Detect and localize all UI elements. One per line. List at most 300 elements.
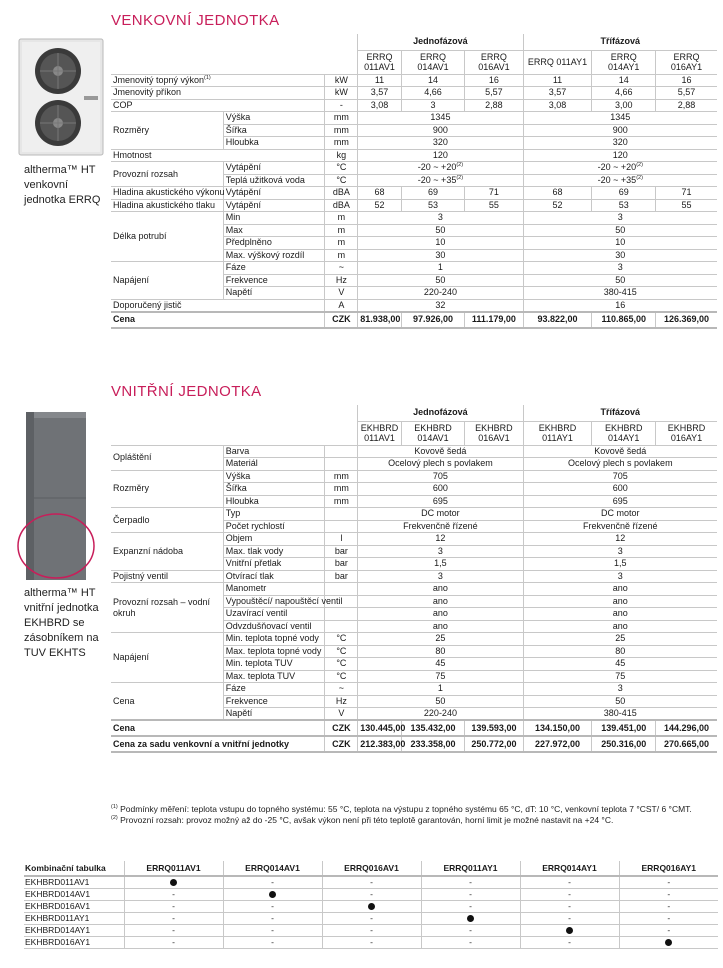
value-text: 25: [615, 633, 626, 644]
value-three-phase: [523, 262, 717, 275]
combo-cell: -: [124, 937, 223, 949]
value-text: ano: [612, 595, 628, 606]
row-unit: V: [325, 708, 358, 721]
value-text: 75: [435, 670, 446, 681]
spec-row: [111, 187, 717, 200]
combo-cell: -: [322, 913, 421, 925]
value-text: ano: [432, 608, 448, 619]
value-text: ano: [612, 608, 628, 619]
value-text: 600: [432, 483, 448, 494]
value-single-phase: [358, 495, 523, 508]
value-text: 3: [437, 570, 443, 581]
value-text: DC motor: [601, 508, 640, 519]
value-three-phase: [523, 708, 717, 721]
row-sublabel: Napětí: [223, 287, 325, 300]
combo-cell: -: [322, 889, 421, 901]
value-text: 80: [615, 645, 626, 656]
value-text: Ocelový plech s povlakem: [568, 458, 673, 469]
spec-row: [111, 99, 717, 112]
value-text: 50: [615, 224, 626, 235]
value-cell: 53: [592, 199, 656, 212]
value-text: 16: [615, 299, 626, 310]
row-sublabel: Šířka: [223, 483, 325, 496]
value-text: 705: [612, 470, 628, 481]
spec-row: [111, 212, 717, 225]
value-cell: 55: [656, 199, 718, 212]
combo-cell: -: [619, 913, 718, 925]
value-three-phase: [523, 695, 717, 708]
value-text: 900: [432, 124, 448, 135]
price-value: 139.451,00: [592, 720, 656, 736]
combo-cell: -: [322, 925, 421, 937]
value-text: Frekvenčně řízené: [583, 520, 658, 531]
value-text: 50: [435, 695, 446, 706]
row-unit: kW: [325, 74, 358, 87]
combo-row-label: EKHBRD014AY1: [24, 925, 124, 937]
value-text: 3: [617, 683, 623, 694]
value-single-phase: [358, 137, 523, 150]
spec-row: [111, 112, 717, 125]
value-cell: 11: [358, 74, 401, 87]
value-cell: 11: [523, 74, 592, 87]
row-unit: dBA: [325, 199, 358, 212]
row-group-label: Expanzní nádoba: [111, 533, 223, 571]
combo-cell: [223, 889, 322, 901]
value-text: 3: [617, 262, 623, 273]
row-unit: bar: [325, 558, 358, 571]
combo-cell: -: [619, 901, 718, 913]
spec-row: [111, 533, 717, 546]
value-three-phase: [523, 162, 717, 175]
row-group-label: Provozní rozsah: [111, 162, 223, 187]
row-unit: A: [325, 299, 358, 312]
model-header: EKHBRD 011AV1: [358, 421, 401, 445]
value-single-phase: [358, 287, 523, 300]
combo-cell: -: [619, 876, 718, 889]
value-three-phase: [523, 633, 717, 646]
value-text: 30: [615, 249, 626, 260]
value-single-phase: [358, 695, 523, 708]
value-text: 380-415: [603, 708, 637, 718]
outdoor-section-title: VENKOVNÍ JEDNOTKA: [111, 12, 280, 29]
value-single-phase: [358, 620, 523, 633]
row-sublabel: Max. teplota topné vody: [223, 645, 325, 658]
row-sublabel: Vypouštěcí/ napouštěcí ventil: [223, 595, 325, 608]
row-label: Hladina akustického tlaku: [111, 199, 223, 212]
footnote-1: $^{(1)}$ Podmínky měření: teplota vstupu do topného systému: 55 °C, teplota na výstupu z topného systému 65 °C, dT: 10 °C, venkovní teplota 7 °CST/ 6 °CMT.: [111, 804, 692, 814]
value-cell: 2,88: [465, 99, 523, 112]
value-cell: 69: [592, 187, 656, 200]
price-set-row: [111, 736, 717, 752]
value-text: 3: [437, 212, 443, 223]
row-label-text: COP: [113, 99, 133, 110]
price-label: Cena: [111, 720, 325, 736]
value-text: 10: [435, 237, 446, 248]
row-group-label: Napájení: [111, 262, 223, 300]
price-value: 250.316,00: [592, 736, 656, 752]
row-sublabel: Hloubka: [223, 137, 325, 150]
price-value: 110.865,00: [592, 312, 656, 328]
row-group-label: Délka potrubí: [111, 212, 223, 262]
row-label-text: Hmotnost: [113, 149, 152, 160]
value-three-phase: [523, 670, 717, 683]
value-single-phase: [358, 470, 523, 483]
value-single-phase: [358, 458, 523, 471]
combination-table: [24, 861, 718, 949]
row-group-label: Opláštění: [111, 445, 223, 470]
value-three-phase: [523, 495, 717, 508]
row-sublabel: Výška: [223, 470, 325, 483]
value-cell: 68: [358, 187, 401, 200]
row-unit: ~: [325, 262, 358, 275]
row-sublabel: Max. výškový rozdíl: [223, 249, 325, 262]
value-text: 380-415: [603, 287, 637, 298]
row-sublabel: Vytápění: [223, 187, 325, 200]
value-three-phase: [523, 124, 717, 137]
footnote-ref: (1): [204, 74, 211, 81]
value-three-phase: [523, 508, 717, 521]
combo-cell: [520, 925, 619, 937]
spec-row: [111, 570, 717, 583]
value-single-phase: [358, 274, 523, 287]
value-single-phase: [358, 558, 523, 571]
value-cell: 71: [656, 187, 718, 200]
value-three-phase: [523, 149, 717, 162]
combo-cell: -: [421, 925, 520, 937]
value-single-phase: [358, 708, 523, 721]
spec-row: [111, 583, 717, 596]
combo-row-label: EKHBRD011AY1: [24, 913, 124, 925]
row-unit: m: [325, 249, 358, 262]
value-three-phase: [523, 645, 717, 658]
row-unit: Hz: [325, 695, 358, 708]
combo-header-row: [24, 861, 718, 876]
row-sublabel: Max: [223, 224, 325, 237]
value-text: ano: [432, 583, 448, 594]
combo-cell: -: [124, 901, 223, 913]
value-single-phase: [358, 633, 523, 646]
value-single-phase: [358, 483, 523, 496]
row-sublabel: Fáze: [223, 683, 325, 696]
value-three-phase: [523, 458, 717, 471]
model-header: ERRQ 011AV1: [358, 50, 401, 74]
model-header: ERRQ 014AY1: [592, 50, 656, 74]
value-text: 695: [432, 495, 448, 506]
model-header: ERRQ 016AV1: [465, 50, 523, 74]
row-unit: dBA: [325, 187, 358, 200]
combo-col-header: ERRQ011AV1: [124, 861, 223, 876]
row-unit: kg: [325, 149, 358, 162]
row-label: [111, 99, 325, 112]
value-single-phase: [358, 645, 523, 658]
combo-cell: -: [520, 937, 619, 949]
value-text: 120: [612, 149, 628, 160]
value-single-phase: [358, 583, 523, 596]
combo-row: [24, 913, 718, 925]
row-unit: m: [325, 237, 358, 250]
value-text: 12: [615, 533, 626, 544]
value-cell: 5,57: [465, 87, 523, 100]
value-three-phase: [523, 445, 717, 458]
value-three-phase: [523, 212, 717, 225]
value-single-phase: [358, 237, 523, 250]
value-text: 30: [435, 249, 446, 260]
value-three-phase: [523, 683, 717, 696]
value-text: 50: [435, 274, 446, 285]
value-text: 705: [432, 470, 448, 481]
row-unit: bar: [325, 570, 358, 583]
price-value: 135.432,00: [401, 720, 465, 736]
value-text: 1: [437, 683, 443, 694]
combo-cell: [124, 876, 223, 889]
row-sublabel: Výška: [223, 112, 325, 125]
row-sublabel: Odvzdušňovací ventil: [223, 620, 325, 633]
combo-cell: -: [223, 925, 322, 937]
row-sublabel: Hloubka: [223, 495, 325, 508]
indoor-caption: altherma™ HT vnitřní jednotka EKHBRD se zásobníkem na TUV EKHTS: [24, 587, 99, 659]
blank-cell: [111, 421, 358, 445]
value-text: 25: [435, 633, 446, 644]
value-single-phase: [358, 508, 523, 521]
row-unit: l: [325, 533, 358, 546]
value-single-phase: [358, 533, 523, 546]
price-value: 270.665,00: [656, 736, 718, 752]
spec-row: [111, 149, 717, 162]
footnote-ref: (2): [456, 162, 464, 169]
combo-cell: -: [520, 889, 619, 901]
row-sublabel: Uzavírací ventil: [223, 608, 325, 621]
combo-cell: [322, 901, 421, 913]
value-three-phase: [523, 658, 717, 671]
value-three-phase: [523, 583, 717, 596]
spec-row: [111, 508, 717, 521]
value-three-phase: [523, 620, 717, 633]
value-three-phase: [523, 237, 717, 250]
value-cell: 69: [401, 187, 465, 200]
value-text: 320: [612, 137, 628, 148]
value-text: 1: [437, 262, 443, 273]
combo-row: [24, 901, 718, 913]
blank-cell: [111, 34, 358, 50]
combo-row: [24, 876, 718, 889]
model-header: ERRQ 011AY1: [523, 50, 592, 74]
price-value: 139.593,00: [465, 720, 523, 736]
value-single-phase: [358, 570, 523, 583]
value-three-phase: [523, 137, 717, 150]
footnotes: [111, 804, 721, 826]
value-single-phase: [358, 162, 523, 175]
value-text: 12: [435, 533, 446, 544]
group-three-header: Třífázová: [523, 405, 717, 421]
value-text: 10: [615, 237, 626, 248]
value-text: 600: [612, 483, 628, 494]
row-unit: [325, 458, 358, 471]
model-header: EKHBRD 014AY1: [592, 421, 656, 445]
value-single-phase: [358, 224, 523, 237]
outdoor-unit-photo: [18, 38, 104, 156]
value-single-phase: [358, 212, 523, 225]
combo-row: [24, 925, 718, 937]
row-group-label: Provozní rozsah – vodní okruh: [111, 583, 223, 633]
row-sublabel: Vnitřní přetlak: [223, 558, 325, 571]
price-value: 111.179,00: [465, 312, 523, 328]
row-sublabel: Min. teplota TUV: [223, 658, 325, 671]
row-label-text: Doporučený jistič: [113, 299, 182, 310]
model-header: ERRQ 014AV1: [401, 50, 465, 74]
value-cell: 3: [401, 99, 465, 112]
row-unit: [325, 620, 358, 633]
spec-row: [111, 299, 717, 312]
header-group-row: [111, 405, 717, 421]
spec-row: [111, 74, 717, 87]
combo-cell: -: [421, 876, 520, 889]
value-cell: 55: [465, 199, 523, 212]
row-unit: [325, 608, 358, 621]
row-unit: mm: [325, 137, 358, 150]
row-sublabel: Vytápění: [223, 199, 325, 212]
value-text: -20 ~ +35: [417, 174, 457, 185]
combo-cell: -: [520, 876, 619, 889]
value-text: 3: [437, 545, 443, 556]
value-text: 1,5: [434, 558, 447, 569]
model-header: ERRQ 016AY1: [656, 50, 718, 74]
compatible-dot-icon: [170, 879, 177, 886]
value-text: DC motor: [421, 508, 460, 519]
combo-col-header: ERRQ011AY1: [421, 861, 520, 876]
value-text: 120: [432, 149, 448, 160]
header-group-row: [111, 34, 717, 50]
row-unit: mm: [325, 495, 358, 508]
row-label: [111, 87, 325, 100]
row-label: [111, 149, 325, 162]
row-unit: °C: [325, 658, 358, 671]
group-single-header: Jednofázová: [358, 405, 523, 421]
price-value: 81.938,00: [358, 312, 401, 328]
value-text: Kovově šedá: [594, 445, 647, 456]
group-three-header: Třífázová: [523, 34, 717, 50]
value-text: 1345: [610, 112, 631, 123]
indoor-section-title: VNITŘNÍ JEDNOTKA: [111, 383, 262, 400]
row-group-label: Čerpadlo: [111, 508, 223, 533]
row-label: Hladina akustického výkonu: [113, 187, 225, 198]
value-text: ano: [612, 620, 628, 631]
value-text: 50: [435, 224, 446, 235]
combo-cell: -: [421, 937, 520, 949]
combo-cell: -: [619, 925, 718, 937]
footnote-ref: (2): [456, 174, 464, 181]
row-label-text: Jmenovitý topný výkon: [113, 74, 205, 85]
value-single-phase: [358, 124, 523, 137]
value-cell: 71: [465, 187, 523, 200]
row-sublabel: Typ: [223, 508, 325, 521]
price-value: 144.296,00: [656, 720, 718, 736]
value-single-phase: [358, 249, 523, 262]
value-single-phase: [358, 112, 523, 125]
row-label: [111, 74, 325, 87]
row-group-label: Cena: [111, 683, 223, 721]
value-cell: 52: [523, 199, 592, 212]
row-sublabel: Otvírací tlak: [223, 570, 325, 583]
spec-row: [111, 633, 717, 646]
model-row: [111, 50, 717, 74]
value-single-phase: [358, 608, 523, 621]
row-unit: Hz: [325, 274, 358, 287]
value-single-phase: [358, 149, 523, 162]
value-three-phase: [523, 533, 717, 546]
row-group-label: Rozměry: [111, 112, 223, 150]
value-three-phase: [523, 608, 717, 621]
price-row: [111, 312, 717, 328]
value-three-phase: [523, 174, 717, 187]
outdoor-caption: altherma™ HT venkovní jednotka ERRQ: [24, 164, 101, 206]
value-three-phase: [523, 558, 717, 571]
value-cell: 3,57: [358, 87, 401, 100]
value-cell: 14: [401, 74, 465, 87]
row-unit: ~: [325, 683, 358, 696]
combo-row-label: EKHBRD016AY1: [24, 937, 124, 949]
row-unit: kW: [325, 87, 358, 100]
row-sublabel: Materiál: [223, 458, 325, 471]
price-label: Cena: [111, 312, 325, 328]
row-sublabel: Vytápění: [223, 162, 325, 175]
value-cell: 3,57: [523, 87, 592, 100]
model-header: EKHBRD 014AV1: [401, 421, 465, 445]
value-text: 1,5: [614, 558, 627, 569]
value-text: 695: [612, 495, 628, 506]
row-unit: mm: [325, 124, 358, 137]
price-value: 126.369,00: [656, 312, 718, 328]
combo-cell: -: [520, 901, 619, 913]
value-single-phase: [358, 683, 523, 696]
value-cell: 53: [401, 199, 465, 212]
combo-cell: -: [223, 901, 322, 913]
row-sublabel: Objem: [223, 533, 325, 546]
row-unit: mm: [325, 112, 358, 125]
value-three-phase: [523, 483, 717, 496]
value-three-phase: [523, 224, 717, 237]
row-sublabel: Šířka: [223, 124, 325, 137]
row-unit: [325, 508, 358, 521]
price-unit: CZK: [325, 312, 358, 328]
value-three-phase: [523, 112, 717, 125]
value-single-phase: [358, 262, 523, 275]
price-unit: CZK: [325, 736, 358, 752]
row-unit: °C: [325, 645, 358, 658]
price-value: 93.822,00: [523, 312, 592, 328]
row-unit: °C: [325, 633, 358, 646]
row-group-label: Rozměry: [111, 470, 223, 508]
row-unit: m: [325, 212, 358, 225]
spec-row: [111, 470, 717, 483]
value-three-phase: [523, 249, 717, 262]
row-group-label: Napájení: [111, 633, 223, 683]
row-sublabel: Fáze: [223, 262, 325, 275]
value-text: -20 ~ +20: [417, 162, 457, 173]
value-text: 320: [432, 137, 448, 148]
combo-col-header: ERRQ014AV1: [223, 861, 322, 876]
row-sublabel: Počet rychlostí: [223, 520, 325, 533]
combo-cell: -: [520, 913, 619, 925]
row-unit: °C: [325, 174, 358, 187]
value-single-phase: [358, 658, 523, 671]
value-three-phase: [523, 545, 717, 558]
value-cell: 68: [523, 187, 592, 200]
price-row: [111, 720, 717, 736]
blank-cell: [111, 50, 358, 74]
value-cell: 3,08: [523, 99, 592, 112]
value-text: 50: [615, 274, 626, 285]
combo-cell: -: [619, 889, 718, 901]
